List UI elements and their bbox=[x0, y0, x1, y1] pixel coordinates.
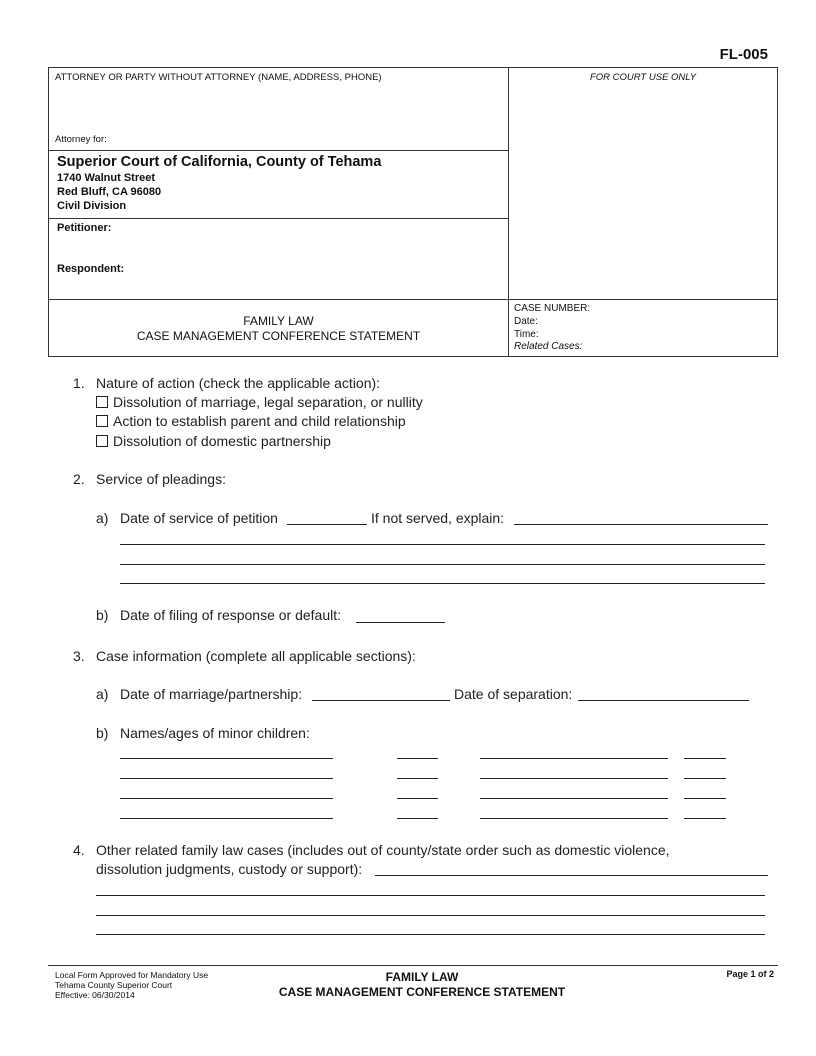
child-age-field[interactable] bbox=[684, 818, 726, 819]
section-3a-label: a) bbox=[96, 686, 109, 702]
checkbox[interactable] bbox=[96, 435, 108, 447]
section-2-number: 2. bbox=[73, 471, 85, 487]
child-name-field[interactable] bbox=[120, 818, 333, 819]
checkbox[interactable] bbox=[96, 396, 108, 408]
page-number: Page 1 of 2 bbox=[726, 969, 774, 979]
related-cases-line[interactable] bbox=[96, 915, 765, 916]
checkbox[interactable] bbox=[96, 415, 108, 427]
section-3b-label: b) bbox=[96, 725, 109, 741]
caption-divider bbox=[49, 299, 777, 300]
section-3-title: Case information (complete all applicable sections): bbox=[96, 648, 416, 664]
service-date-label: Date of service of petition bbox=[120, 510, 278, 526]
option-dissolution-marriage[interactable]: Dissolution of marriage, legal separation, or nullity bbox=[96, 394, 423, 410]
section-2a-label: a) bbox=[96, 510, 109, 526]
child-age-field[interactable] bbox=[397, 818, 438, 819]
footer-court: Tehama County Superior Court bbox=[55, 980, 173, 990]
court-address-2: Red Bluff, CA 96080 bbox=[57, 186, 162, 198]
marriage-date-label: Date of marriage/partnership: bbox=[120, 686, 303, 702]
section-1-number: 1. bbox=[73, 375, 85, 391]
footer-title-2: CASE MANAGEMENT CONFERENCE STATEMENT bbox=[278, 985, 566, 999]
court-address-1: 1740 Walnut Street bbox=[57, 172, 156, 184]
footer-approval: Local Form Approved for Mandatory Use bbox=[55, 970, 209, 980]
section-4-text-line-2: dissolution judgments, custody or support): bbox=[96, 861, 363, 877]
child-name-field[interactable] bbox=[120, 798, 333, 799]
related-cases-line[interactable] bbox=[96, 895, 765, 896]
child-age-field[interactable] bbox=[684, 778, 726, 779]
section-2b-label: b) bbox=[96, 607, 109, 623]
section-3-number: 3. bbox=[73, 648, 85, 664]
response-date-field[interactable] bbox=[356, 622, 445, 623]
explain-line[interactable] bbox=[120, 583, 765, 584]
child-name-field[interactable] bbox=[120, 778, 333, 779]
explain-line[interactable] bbox=[120, 564, 765, 565]
related-cases-field[interactable] bbox=[375, 875, 768, 876]
related-cases-label: Related Cases: bbox=[514, 341, 583, 352]
children-label: Names/ages of minor children: bbox=[120, 725, 310, 741]
option-parent-child[interactable]: Action to establish parent and child relationship bbox=[96, 413, 406, 429]
response-date-label: Date of filing of response or default: bbox=[120, 607, 342, 623]
option-domestic-partnership[interactable]: Dissolution of domestic partnership bbox=[96, 433, 331, 449]
child-age-field[interactable] bbox=[397, 798, 438, 799]
footer-title-1: FAMILY LAW bbox=[385, 970, 459, 984]
footer-effective: Effective: 06/30/2014 bbox=[55, 990, 135, 1000]
child-name-field[interactable] bbox=[480, 798, 668, 799]
child-age-field[interactable] bbox=[684, 758, 726, 759]
court-name: Superior Court of California, County of Tehama bbox=[57, 154, 382, 170]
child-name-field[interactable] bbox=[480, 778, 668, 779]
child-age-field[interactable] bbox=[684, 798, 726, 799]
caption-divider bbox=[508, 68, 509, 356]
caption-divider bbox=[49, 150, 508, 151]
case-number-label: CASE NUMBER: bbox=[514, 303, 591, 314]
form-title-line-2: CASE MANAGEMENT CONFERENCE STATEMENT bbox=[136, 329, 421, 343]
date-label: Date: bbox=[514, 316, 538, 327]
footer-divider bbox=[48, 965, 778, 966]
separation-date-field[interactable] bbox=[578, 700, 749, 701]
section-2-title: Service of pleadings: bbox=[96, 471, 226, 487]
not-served-label: If not served, explain: bbox=[371, 510, 505, 526]
child-name-field[interactable] bbox=[480, 818, 668, 819]
child-name-field[interactable] bbox=[120, 758, 333, 759]
time-label: Time: bbox=[514, 329, 539, 340]
petitioner-label: Petitioner: bbox=[57, 222, 112, 234]
child-name-field[interactable] bbox=[480, 758, 668, 759]
attorney-for-label: Attorney for: bbox=[55, 134, 107, 145]
child-age-field[interactable] bbox=[397, 778, 438, 779]
caption-divider bbox=[49, 218, 508, 219]
court-division: Civil Division bbox=[57, 200, 127, 212]
footer-left bbox=[55, 970, 208, 1000]
caption-table bbox=[48, 67, 778, 357]
explain-line[interactable] bbox=[120, 544, 765, 545]
service-date-field[interactable] bbox=[287, 524, 367, 525]
related-cases-line[interactable] bbox=[96, 934, 765, 935]
separation-date-label: Date of separation: bbox=[454, 686, 573, 702]
form-id: FL-005 bbox=[719, 46, 768, 63]
respondent-label: Respondent: bbox=[57, 263, 125, 275]
court-use-label: FOR COURT USE ONLY bbox=[589, 72, 697, 83]
form-title-line-1: FAMILY LAW bbox=[243, 314, 314, 328]
section-1-title: Nature of action (check the applicable action): bbox=[96, 375, 381, 391]
section-4-text-line-1: Other related family law cases (includes out of county/state order such as domestic violence, bbox=[96, 842, 670, 858]
not-served-explain-field[interactable] bbox=[514, 524, 768, 525]
attorney-label: ATTORNEY OR PARTY WITHOUT ATTORNEY (NAME, ADDRESS, PHONE) bbox=[55, 72, 382, 83]
marriage-date-field[interactable] bbox=[312, 700, 450, 701]
child-age-field[interactable] bbox=[397, 758, 438, 759]
section-4-number: 4. bbox=[73, 842, 85, 858]
